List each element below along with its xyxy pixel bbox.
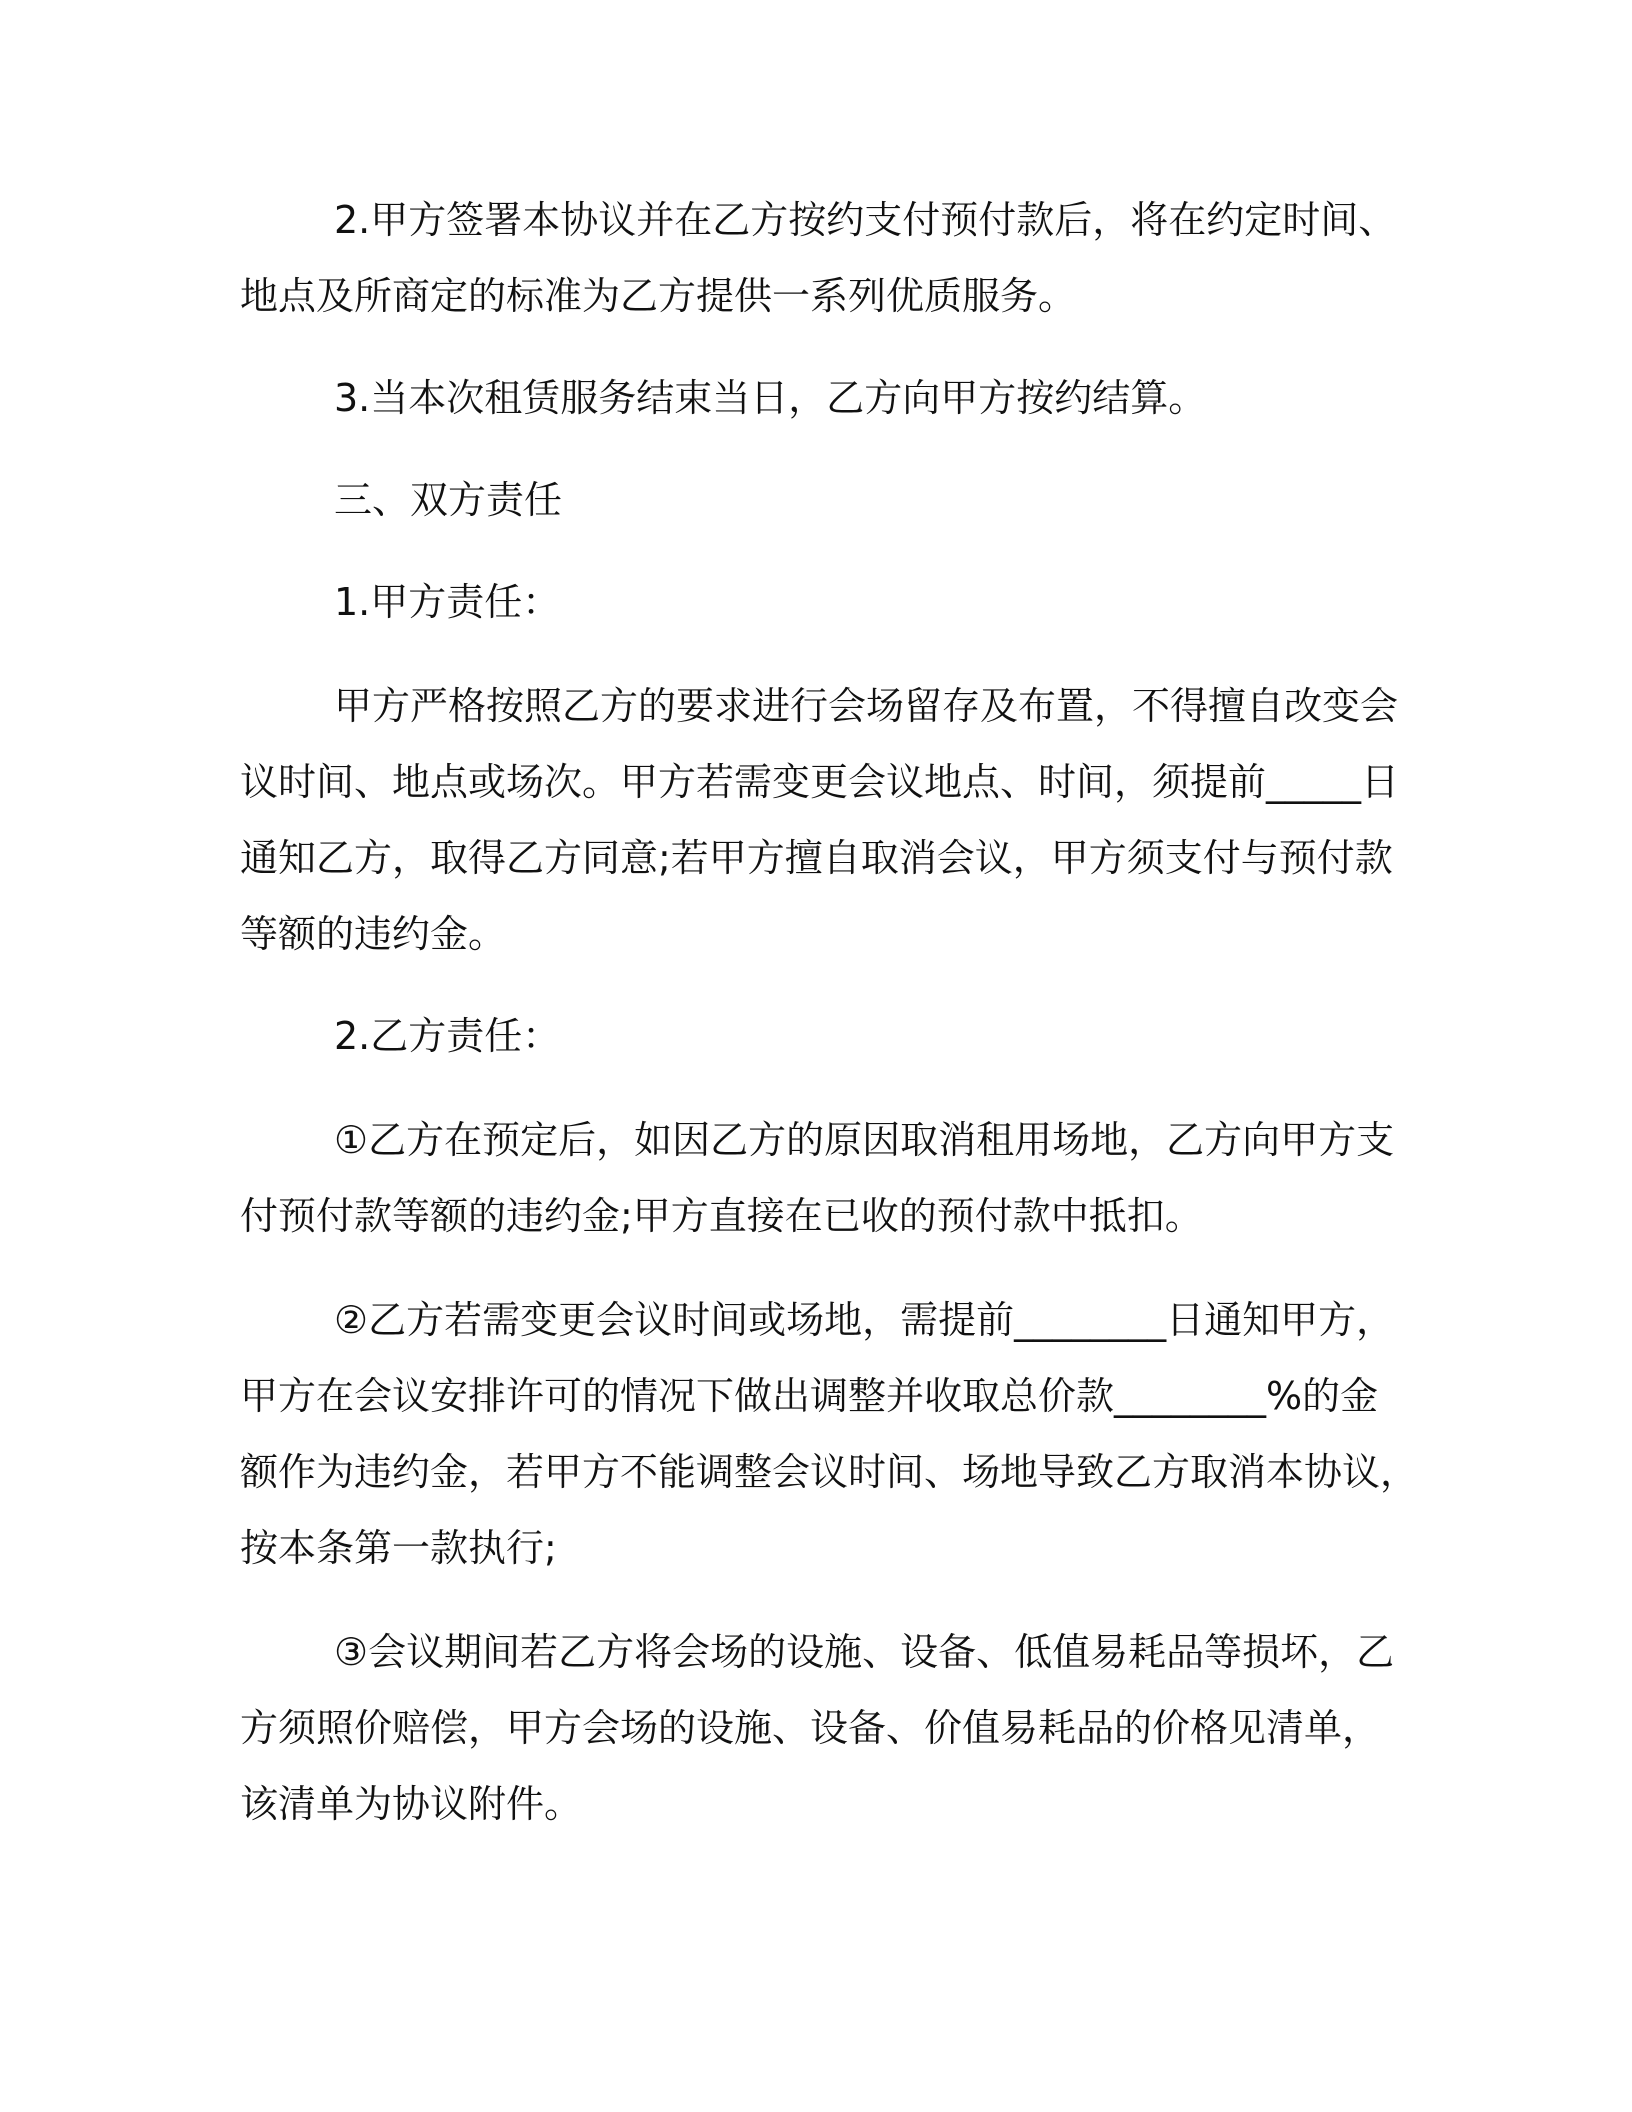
party-b-heading: 2.乙方责任： xyxy=(334,1014,561,1058)
party-b-item-3-line-2: 方须照价赔偿，甲方会场的设施、设备、价值易耗品的价格见清单， xyxy=(240,1706,1381,1750)
party-a-heading: 1.甲方责任： xyxy=(334,580,561,624)
clause-2-line-1: 2.甲方签署本协议并在乙方按约支付预付款后，将在约定时间、 xyxy=(334,198,1397,242)
party-b-item-2-line-4: 按本条第一款执行; xyxy=(240,1526,557,1570)
clause-2-line-2: 地点及所商定的标准为乙方提供一系列优质服务。 xyxy=(240,274,1077,318)
party-a-para-line-3: 通知乙方，取得乙方同意;若甲方擅自取消会议，甲方须支付与预付款 xyxy=(240,836,1393,880)
party-a-para-line-4: 等额的违约金。 xyxy=(240,912,507,956)
party-b-item-3-line-1: ③会议期间若乙方将会场的设施、设备、低值易耗品等损坏，乙 xyxy=(334,1630,1395,1674)
party-b-item-2-line-1: ②乙方若需变更会议时间或场地，需提前________日通知甲方， xyxy=(334,1298,1395,1342)
clause-3-line-1: 3.当本次租赁服务结束当日，乙方向甲方按约结算。 xyxy=(334,376,1207,420)
party-b-item-2-line-3: 额作为违约金，若甲方不能调整会议时间、场地导致乙方取消本协议， xyxy=(240,1450,1419,1494)
party-b-item-1-line-2: 付预付款等额的违约金;甲方直接在已收的预付款中抵扣。 xyxy=(240,1194,1203,1238)
section-heading: 三、双方责任 xyxy=(334,478,563,522)
party-b-item-1-line-1: ①乙方在预定后，如因乙方的原因取消租用场地，乙方向甲方支 xyxy=(334,1118,1395,1162)
party-a-para-line-1: 甲方严格按照乙方的要求进行会场留存及布置，不得擅自改变会 xyxy=(334,684,1399,728)
party-a-para-line-2: 议时间、地点或场次。甲方若需变更会议地点、时间，须提前_____日 xyxy=(240,760,1400,804)
party-b-item-3-line-3: 该清单为协议附件。 xyxy=(240,1782,583,1826)
party-b-item-2-line-2: 甲方在会议安排许可的情况下做出调整并收取总价款________%的金 xyxy=(240,1374,1379,1418)
